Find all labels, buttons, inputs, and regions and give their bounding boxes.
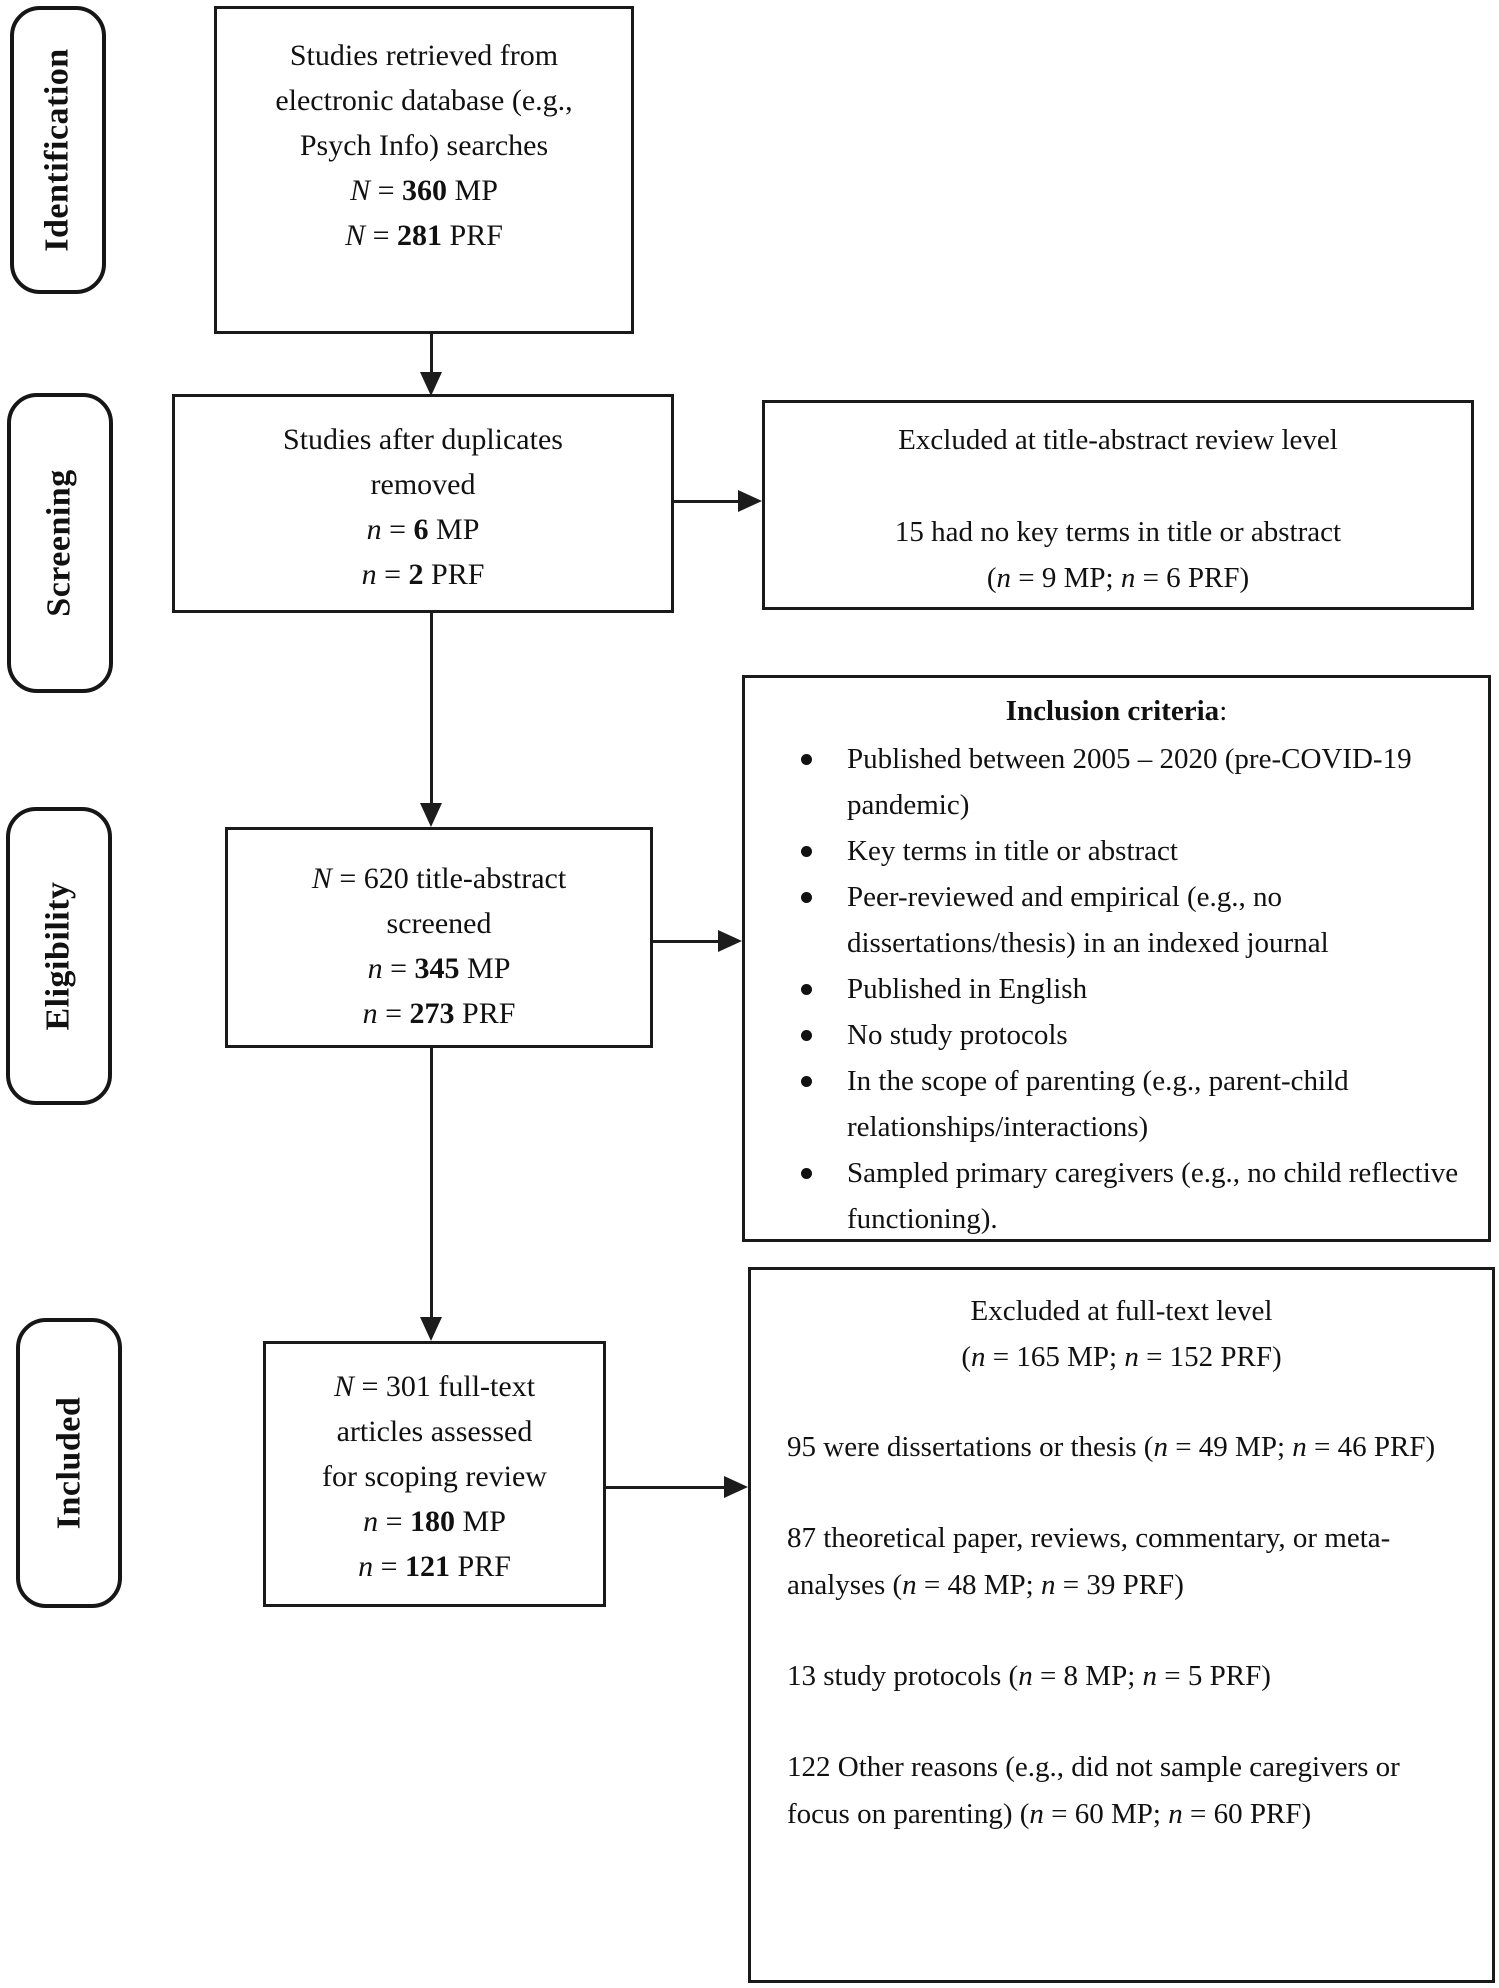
inclusion-criteria-heading: Inclusion criteria:	[1005, 695, 1228, 727]
arrow-screened-to-fulltext	[430, 1048, 433, 1320]
arrowhead-right-icon	[738, 490, 762, 512]
exclusion-reason: 122 Other reasons (e.g., did not sample caregivers or focus on parenting) (n = 60 MP; n = 60 PRF)	[787, 1751, 1400, 1830]
arrow-screening-to-excluded	[674, 500, 740, 503]
box-line: n = 180 MP	[363, 1505, 506, 1538]
stage-label-eligibility	[6, 807, 112, 1105]
box-line: for scoping review	[322, 1460, 547, 1493]
criteria-item: Peer-reviewed and empirical (e.g., no dissertations/thesis) in an indexed journal	[775, 874, 1464, 966]
inclusion-criteria-list	[745, 736, 1488, 1242]
box-line: electronic database (e.g.,	[275, 84, 573, 117]
box-line: n = 6 MP	[366, 513, 480, 546]
excluded-full-text-heading-count: (n = 165 MP; n = 152 PRF)	[961, 1341, 1282, 1373]
box-line: n = 273 PRF	[362, 997, 516, 1030]
box-line: N = 281 PRF	[345, 219, 503, 252]
exclusion-reason: 87 theoretical paper, reviews, commentary, or meta-analyses (n = 48 MP; n = 39 PRF)	[787, 1522, 1391, 1601]
stage-label-included-text: Included	[50, 1396, 87, 1530]
box-line: n = 345 MP	[367, 952, 511, 985]
arrow-retrieved-to-duplicates	[430, 334, 433, 374]
box-studies-retrieved	[214, 6, 634, 334]
box-line: N = 360 MP	[350, 174, 498, 207]
criteria-item: In the scope of parenting (e.g., parent-child relationships/interactions)	[775, 1058, 1464, 1150]
box-line: n = 121 PRF	[358, 1550, 511, 1583]
stage-label-identification-text: Identification	[39, 48, 77, 252]
box-line: Psych Info) searches	[299, 129, 549, 162]
excluded-title-abstract-line: (n = 9 MP; n = 6 PRF)	[986, 562, 1250, 594]
stage-label-screening	[7, 393, 113, 693]
excluded-title-abstract-heading: Excluded at title-abstract review level	[898, 424, 1338, 456]
arrow-duplicates-to-screened	[430, 613, 433, 807]
box-duplicates-removed	[172, 394, 674, 613]
box-line: Studies after duplicates	[283, 423, 563, 456]
criteria-item: No study protocols	[775, 1012, 1464, 1058]
stage-label-eligibility-text: Eligibility	[40, 881, 77, 1031]
criteria-item: Published in English	[775, 966, 1464, 1012]
arrowhead-right-icon	[718, 930, 742, 952]
arrowhead-down-icon	[420, 1317, 442, 1341]
box-line: N = 620 title-abstract	[311, 862, 567, 895]
excluded-title-abstract-line: 15 had no key terms in title or abstract	[894, 516, 1342, 548]
exclusion-reason: 13 study protocols (n = 8 MP; n = 5 PRF)	[787, 1660, 1271, 1692]
stage-label-screening-text: Screening	[41, 469, 78, 617]
box-line: N = 301 full-text	[333, 1370, 536, 1403]
box-line: screened	[386, 907, 492, 940]
arrowhead-down-icon	[420, 372, 442, 396]
arrowhead-right-icon	[724, 1476, 748, 1498]
arrowhead-down-icon	[420, 803, 442, 827]
stage-label-identification	[10, 6, 106, 294]
box-line: removed	[370, 468, 476, 501]
box-line: articles assessed	[336, 1415, 533, 1448]
criteria-item: Published between 2005 – 2020 (pre-COVID-19 pandemic)	[775, 736, 1464, 828]
box-excluded-title-abstract	[762, 400, 1474, 610]
arrow-fulltext-to-excluded	[606, 1486, 724, 1489]
arrow-screened-to-criteria	[653, 940, 719, 943]
excluded-full-text-reasons	[751, 1424, 1492, 1838]
box-line: Studies retrieved from	[289, 39, 559, 72]
box-inclusion-criteria	[742, 675, 1491, 1242]
box-full-text-assessed	[263, 1341, 606, 1607]
box-title-abstract-screened	[225, 827, 653, 1048]
box-line: n = 2 PRF	[361, 558, 485, 591]
excluded-full-text-heading: Excluded at full-text level	[970, 1295, 1273, 1327]
criteria-item: Sampled primary caregivers (e.g., no child reflective functioning).	[775, 1150, 1464, 1242]
box-excluded-full-text	[748, 1267, 1495, 1983]
exclusion-reason: 95 were dissertations or thesis (n = 49 MP; n = 46 PRF)	[787, 1431, 1436, 1463]
criteria-item: Key terms in title or abstract	[775, 828, 1464, 874]
stage-label-included	[16, 1318, 122, 1608]
